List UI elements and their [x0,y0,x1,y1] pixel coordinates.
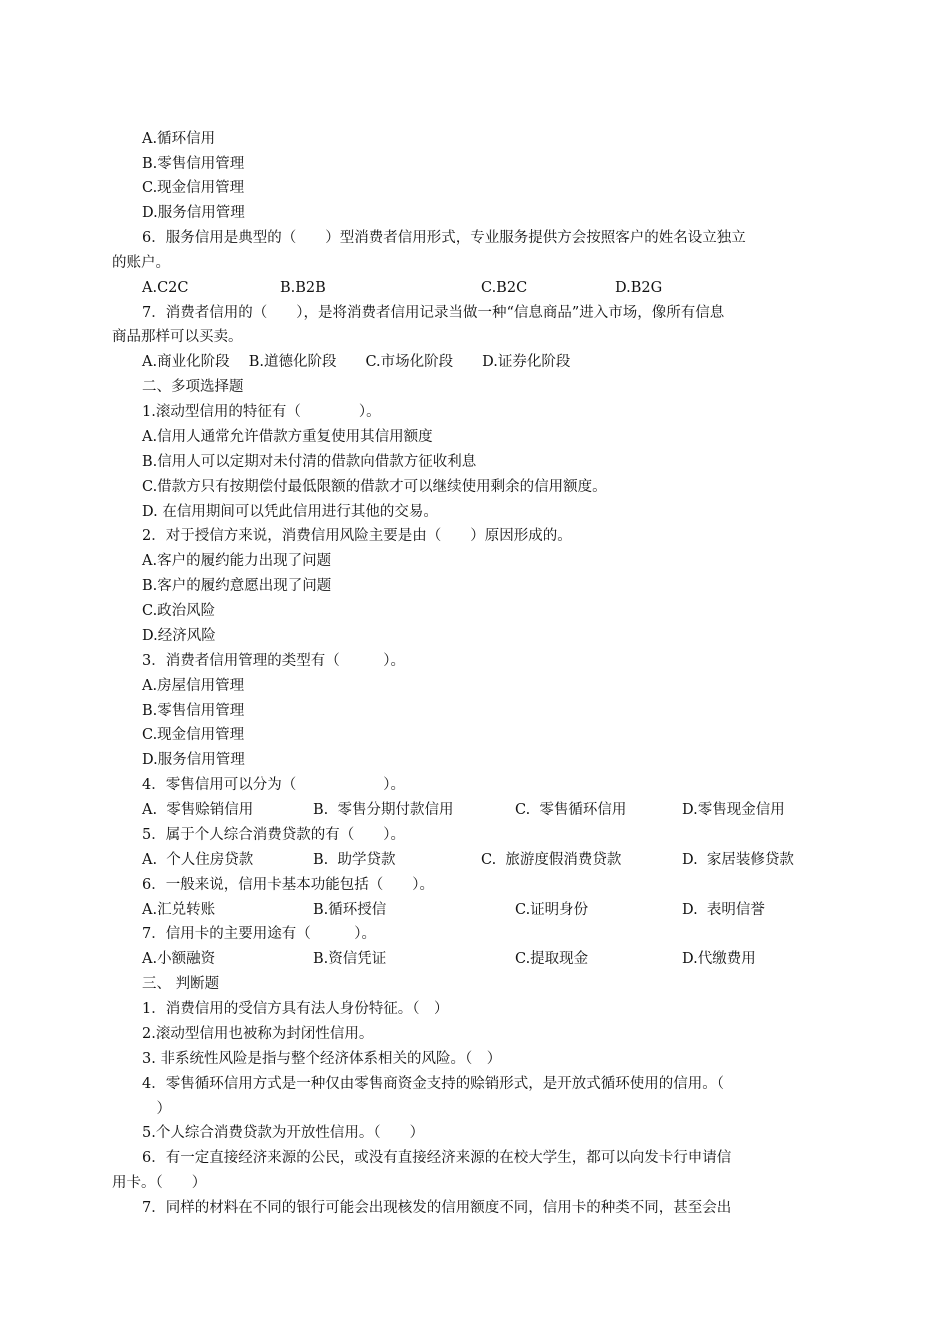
question-line: 3．消费者信用管理的类型有（ ）。 [142,653,405,669]
option-line: D. 在信用期间可以凭此信用进行其他的交易。 [142,504,438,520]
question-line: ） [142,1101,171,1117]
question-line: 3. 非系统性风险是指与整个经济体系相关的风险。（ ） [142,1051,502,1067]
option-c: C.B2C [481,280,528,296]
option-line: A.循环信用 [142,131,216,147]
question-line: 4．零售循环信用方式是一种仅由零售商资金支持的赊销形式，是开放式循环使用的信用。（ [142,1076,724,1092]
option-c: C. 旅游度假消费贷款 [481,852,622,868]
option-a: A. 零售赊销信用 [142,802,254,818]
option-line: A.客户的履约能力出现了问题 [142,553,332,569]
question-line: 5．属于个人综合消费贷款的有（ ）。 [142,827,405,843]
option-line: D.经济风险 [142,628,216,644]
question-line: 6．有一定直接经济来源的公民，或没有直接经济来源的在校大学生，都可以向发卡行申请信 [142,1150,732,1166]
option-d: D.B2G [615,280,663,296]
question-line: 2．对于授信方来说，消费信用风险主要是由（ ）原因形成的。 [142,528,572,544]
option-line: D.服务信用管理 [142,752,245,768]
option-c: C. 零售循环信用 [515,802,627,818]
option-c: C.提取现金 [515,951,589,967]
option-d: D. 表明信誉 [682,902,765,918]
option-line: C.现金信用管理 [142,727,245,743]
option-d: D.代缴费用 [682,951,756,967]
question-line: 2.滚动型信用也被称为封闭性信用。 [142,1026,374,1042]
option-a: A.C2C [142,280,189,296]
option-line: C.现金信用管理 [142,180,245,196]
option-line: C.借款方只有按期偿付最低限额的借款才可以继续使用剩余的信用额度。 [142,479,607,495]
section-heading: 二、多项选择题 [142,379,244,395]
question-line: 5.个人综合消费贷款为开放性信用。（ ） [142,1125,425,1141]
question-line: 7．信用卡的主要用途有（ ）。 [142,926,376,942]
option-d: D. 家居装修贷款 [682,852,794,868]
option-line: B.零售信用管理 [142,703,245,719]
option-a: A.汇兑转账 [142,902,216,918]
option-a: A.小额融资 [142,951,216,967]
option-b: B.B2B [280,280,326,296]
option-d: D.零售现金信用 [682,802,785,818]
option-line: A.信用人通常允许借款方重复使用其信用额度 [142,429,433,445]
option-line: A.房屋信用管理 [142,678,245,694]
option-line: A.商业化阶段 B.道德化阶段 C.市场化阶段 D.证券化阶段 [142,354,571,370]
question-line: 6．服务信用是典型的（ ）型消费者信用形式，专业服务提供方会按照客户的姓名设立独立 [142,230,746,246]
question-line: 的账户。 [112,255,170,271]
question-line: 4．零售信用可以分为（ ）。 [142,777,405,793]
option-c: C.证明身份 [515,902,589,918]
question-line: 商品那样可以买卖。 [112,329,243,345]
option-line: D.服务信用管理 [142,205,245,221]
option-b: B.循环授信 [313,902,387,918]
question-line: 1．消费信用的受信方具有法人身份特征。（ ） [142,1001,449,1017]
option-b: B. 助学贷款 [313,852,396,868]
question-line: 7．同样的材料在不同的银行可能会出现核发的信用额度不同，信用卡的种类不同，甚至会出 [142,1200,732,1216]
question-line: 6．一般来说，信用卡基本功能包括（ ）。 [142,877,434,893]
option-b: B. 零售分期付款信用 [313,802,454,818]
question-line: 用卡。（ ） [112,1175,207,1191]
section-heading: 三、 判断题 [142,976,220,992]
question-line: 7．消费者信用的（ ），是将消费者信用记录当做一种“信息商品”进入市场，像所有信息 [142,305,725,321]
question-line: 1.滚动型信用的特征有（ ）。 [142,404,381,420]
option-line: B.零售信用管理 [142,156,245,172]
option-a: A. 个人住房贷款 [142,852,254,868]
option-b: B.资信凭证 [313,951,387,967]
option-line: B.信用人可以定期对未付清的借款向借款方征收利息 [142,454,477,470]
option-line: C.政治风险 [142,603,216,619]
option-line: B.客户的履约意愿出现了问题 [142,578,332,594]
